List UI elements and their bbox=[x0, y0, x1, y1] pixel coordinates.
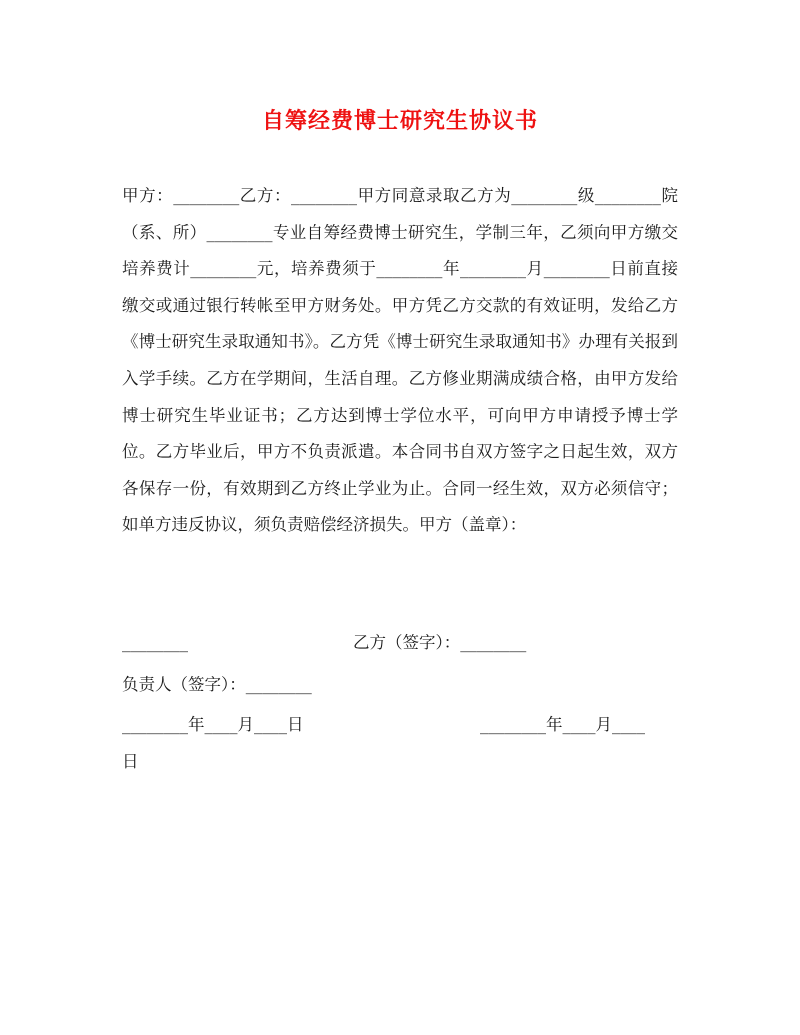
party-a-seal-blank: ________ bbox=[122, 633, 188, 652]
party-b-date-day: 日 bbox=[122, 752, 139, 771]
agreement-paragraph: 甲方：________乙方：________甲方同意录取乙方为________级________院（系、所）________专业自筹经费博士研究生，学制三年，乙须向甲方缴交培养费计________元，培养费须于________年________月________日前直接缴交或通过银行转帐至甲方财务处。甲方凭乙方交款的有效证明，发给乙方《博士研究生录取通知书》。乙方凭《博士研究生录取通知书》办理有关报到入学手续。乙方在学期间，生活自理。乙方修业期满成绩合格，由甲方发给博士研究生毕业证书；乙方达到博士学位水平，可向甲方申请授予博士学位。乙方毕业后，甲方不负责派遣。本合同书自双方签字之日起生效，双方各保存一份，有效期到乙方终止学业为止。合同一经生效，双方必须信守；如单方违反协议，须负责赔偿经济损失。甲方（盖章）： bbox=[122, 186, 678, 535]
party-b-date: ________年____月____ bbox=[480, 715, 645, 734]
agreement-body bbox=[122, 178, 678, 544]
party-a-date: ________年____月____日 bbox=[122, 715, 304, 734]
responsible-person-signature: 负责人（签字）：________ bbox=[122, 675, 312, 694]
document-title: 自筹经费博士研究生协议书 bbox=[261, 108, 538, 134]
party-b-signature: 乙方（签字）：________ bbox=[353, 633, 527, 652]
